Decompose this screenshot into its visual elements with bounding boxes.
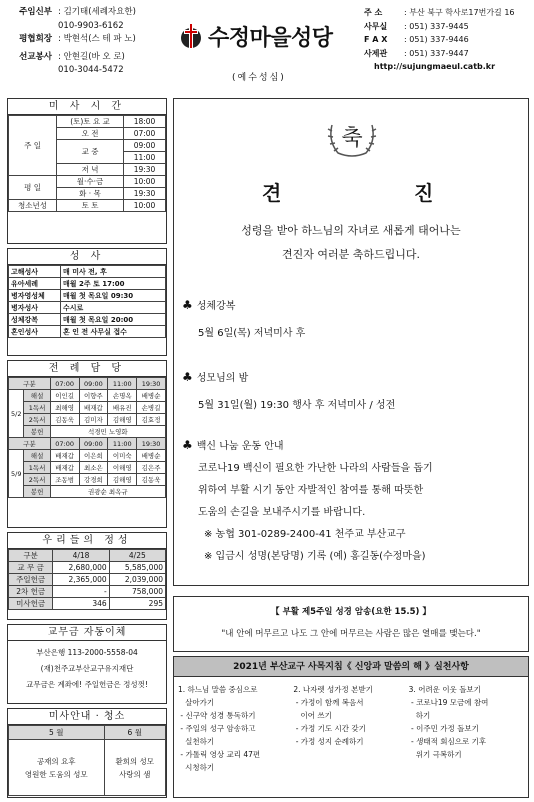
table-cell: 배병순 [137,450,166,462]
table-cell: 매 미사 전, 후 [61,266,166,278]
cross-logo-icon [178,21,204,51]
contact-value: : 안현길(바 오 로) [58,51,125,62]
list-item: - 가정이 함께 복음서 [293,698,364,707]
diocese-title: 2021년 부산교구 사목지침《 신앙과 말씀의 해 》실천사항 [174,657,528,677]
table-cell: 5/2 [9,390,24,438]
table-cell: 혼인성사 [9,326,61,338]
club-icon: ♣ [182,298,193,312]
table-header: 4/18 [53,550,109,562]
table-cell: 2,680,000 [53,562,109,574]
list-item: 1. 하느님 말씀 중심으로 [178,685,258,694]
account-holder: (재)천주교부산교구유지재단 [40,664,134,673]
church-name: 수정마을성당 [208,25,333,51]
table-cell: 매월 첫 목요일 09:30 [61,290,166,302]
table-cell: 758,000 [109,586,165,598]
table-cell: 346 [53,598,109,610]
autopay-title: 교무금 자동이체 [8,625,166,641]
list-item: 하기 [408,711,431,720]
info-label: 사제관 [364,48,388,58]
table-cell: 성체강복 [9,314,61,326]
table-cell: 10:00 [124,176,166,188]
pastoral-contacts [6,6,171,78]
gospel-title: 【 부활 제5주일 성경 암송(요한 15.5) 】 [271,607,431,617]
table-cell: 김은주 [137,462,166,474]
table-cell: 손명옥 [108,390,137,402]
table-cell: 07:00 [124,128,166,140]
table-cell: 배유진 [108,402,137,414]
liturgy-title: 전 례 담 당 [8,361,166,377]
list-item: 살아가기 [178,698,215,707]
table-cell: 권광순 최옥규 [50,486,165,498]
list-item: - 이주민 가정 돌보기 [408,724,479,733]
table-cell: 배재갑 [79,402,108,414]
table-cell: 2,365,000 [53,574,109,586]
table-header: 19:30 [137,378,166,390]
diocese-box [173,656,529,798]
offerings-title: 우리들의 정성 [8,533,166,549]
table-header: 구분 [9,378,51,390]
diocese-col-2 [293,683,408,774]
table-cell: 저 녁 [57,164,124,176]
church-motto: (예수성심) [232,73,286,83]
table-header: 5 월 [9,726,105,740]
mass-times-table [8,115,166,212]
club-icon: ♣ [182,438,193,452]
table-header: 09:00 [79,378,108,390]
section-line: 5월 6일(목) 저녁미사 후 [198,328,306,339]
table-header: 구분 [9,438,51,450]
section-heading: 성체강복 [196,301,236,312]
table-cell: 배재갑 [50,462,79,474]
table-cell: 이해영 [108,462,137,474]
info-label: 주 소 [364,8,383,17]
table-cell: 295 [109,598,165,610]
table-cell: 유아세례 [9,278,61,290]
mass-times-box [7,98,167,244]
church-info [364,6,530,74]
contact-label: 선교봉사 [19,51,52,62]
table-cell: 2차 헌금 [9,586,53,598]
table-cell: 오 전 [57,128,124,140]
title-left: 견 [262,181,282,205]
table-cell: 주일헌금 [9,574,53,586]
contact-label: 주임신부 [19,7,52,17]
table-cell: 석경민 노영화 [50,426,165,438]
table-cell: 수시로 [61,302,166,314]
list-item: - 가정 기도 시간 갖기 [293,724,366,733]
list-item: 위기 극복하기 [408,750,462,759]
table-cell: 이미숙 [108,450,137,462]
intro-line: 성령을 받아 하느님의 자녀로 새롭게 태어나는 [241,224,461,237]
table-cell: 19:30 [124,188,166,200]
table-cell: 혼 인 전 사무실 접수 [61,326,166,338]
table-cell: 해설 [24,390,50,402]
autopay-box [7,624,167,704]
table-header: 09:00 [79,438,108,450]
autopay-note: 교무금은 계좌에! 주일헌금은 정성껏! [26,680,148,689]
table-header: 11:00 [108,378,137,390]
table-cell: 교 중 [57,140,124,164]
intro-line: 견진자 여러분 축하드립니다. [281,248,420,261]
table-cell: 2,039,000 [109,574,165,586]
table-cell: 주 일 [9,116,57,176]
table-cell: 매월 첫 목요일 20:00 [61,314,166,326]
table-cell: 1독서 [24,402,50,414]
info-value: : 051) 337-9445 [404,21,469,31]
table-cell: 병자영성체 [9,290,61,302]
table-cell: 김미자 [79,414,108,426]
table-cell: 10:00 [124,200,166,212]
contact-value: 010-3044-5472 [58,65,124,75]
table-cell: 손병길 [137,402,166,414]
table-cell: 이향주 [79,390,108,402]
table-cell: 병자성사 [9,302,61,314]
table-cell: 토 토 [57,200,124,212]
contact-label: 평협회장 [19,34,52,44]
table-cell: 미사헌금 [9,598,53,610]
table-cell: 김동욱 [50,414,79,426]
contact-value: : 김기태(세례자요한) [58,7,136,17]
table-cell: 1독서 [24,462,50,474]
congrats-char: 축 [341,126,363,151]
offerings-table [8,549,166,610]
diocese-col-3 [409,683,524,774]
table-cell: 이은희 [79,450,108,462]
table-header: 구분 [9,550,53,562]
diocese-col-1 [178,683,293,774]
guide-table [8,725,166,796]
list-item: - 신구약 성경 통독하기 [178,711,256,720]
table-cell: 이인길 [50,390,79,402]
info-value: : 051) 337-9447 [404,48,469,58]
table-cell: 김동욱 [137,474,166,486]
table-cell: 최해영 [50,402,79,414]
table-cell: 2독서 [24,474,50,486]
church-logo [178,14,358,58]
congrats-emblem [326,117,378,159]
guide-title: 미사안내 · 청소 [8,709,166,725]
table-cell: 강경희 [79,474,108,486]
table-cell: 5/9 [9,450,24,498]
section-mary-night [182,369,395,411]
sacraments-title: 성 사 [8,249,166,265]
list-item: - 주일의 성구 암송하고 [178,724,256,733]
info-value: : 051) 337-9446 [404,35,469,44]
table-cell: 김해영 [108,414,137,426]
section-heading: 성모님의 밤 [196,373,249,384]
table-cell: 공재의 요후 영원한 도움의 성모 [9,740,105,796]
section-line: 5월 31일(월) 19:30 행사 후 저녁미사 / 성전 [198,400,396,411]
info-label: 사무실 [364,21,388,31]
offerings-box [7,532,167,620]
sacraments-table [8,265,166,338]
table-cell: 봉헌 [24,426,50,438]
contact-value: : 박현석(스 테 파 노) [58,34,136,44]
list-item: 2. 나자렛 성가정 본받기 [293,685,373,694]
liturgy-table [8,377,166,498]
section-line: 도움의 손길을 보내주시기를 바랍니다. [198,507,366,518]
table-header: 19:30 [137,438,166,450]
table-cell: 18:00 [124,116,166,128]
list-item: - 생태적 회심으로 기후 [408,737,487,746]
list-item: - 가톨릭 영상 교리 47편 [178,750,261,759]
info-value: : 부산 북구 학사로17번가길 16 [404,8,515,17]
table-cell: 5,585,000 [109,562,165,574]
table-cell: 평 일 [9,176,57,200]
table-cell: 김효정 [137,414,166,426]
intro-text [174,219,528,267]
website-link[interactable]: http://sujungmaeul.catb.kr [374,62,496,71]
table-header: 07:00 [50,438,79,450]
list-item: 실천하기 [178,737,215,746]
info-label: F A X [364,35,388,44]
table-cell: 11:00 [124,152,166,164]
section-adoration [182,297,305,339]
table-cell: 청소년성 [9,200,57,212]
list-item: - 코로나19 모금에 참여 [408,698,489,707]
mass-times-title: 미 사 시 간 [8,99,166,115]
table-header: 6 월 [104,726,166,740]
liturgy-box [7,360,167,528]
guide-box [7,708,167,798]
sacraments-box [7,248,167,356]
table-cell: 월·수·금 [57,176,124,188]
bank-account: 부산은행 113-2000-5558-04 [36,648,138,657]
contact-value: 010-9903-6162 [58,20,124,31]
list-item: - 가정 성지 순례하기 [293,737,364,746]
table-cell: (토)토 요 교 [57,116,124,128]
section-line: 코로나19 백신이 필요한 가난한 나라의 사람들을 돕기 [198,463,433,474]
club-icon: ♣ [182,370,193,384]
table-cell: - [53,586,109,598]
section-note: ※ 입금시 성명(본당명) 기록 (예) 홍길동(수정마을) [204,551,426,562]
table-cell: 19:30 [124,164,166,176]
table-cell: 환희의 성모 사랑의 샘 [104,740,166,796]
section-line: 위하여 부활 시기 동안 자발적인 참여를 통해 따뜻한 [198,485,424,496]
table-cell: 09:00 [124,140,166,152]
table-cell: 최소은 [79,462,108,474]
table-header: 11:00 [108,438,137,450]
table-cell: 해설 [24,450,50,462]
table-cell: 매월 2주 토 17:00 [61,278,166,290]
table-cell: 김해영 [108,474,137,486]
list-item: 이어 쓰기 [293,711,332,720]
table-cell: 배재갑 [50,450,79,462]
gospel-verse: "내 안에 머무르고 나도 그 안에 머무르는 사람은 많은 열매를 맺는다." [221,629,481,639]
section-heading: 백신 나눔 운동 안내 [196,441,284,452]
table-cell: 봉헌 [24,486,50,498]
table-header: 07:00 [50,378,79,390]
table-cell: 고해성사 [9,266,61,278]
announcements-panel [173,98,529,586]
list-item: 시청하기 [178,763,215,772]
section-vaccine [182,437,522,568]
table-cell: 2독서 [24,414,50,426]
gospel-box [173,596,529,652]
title-right: 진 [414,181,434,205]
list-item: 3. 어려운 이웃 돌보기 [408,685,481,694]
table-cell: 화 · 목 [57,188,124,200]
table-header: 4/25 [109,550,165,562]
table-cell: 조동범 [50,474,79,486]
section-note: ※ 농협 301-0289-2400-41 천주교 부산교구 [204,529,406,540]
table-cell: 교 무 금 [9,562,53,574]
table-cell: 배병순 [137,390,166,402]
